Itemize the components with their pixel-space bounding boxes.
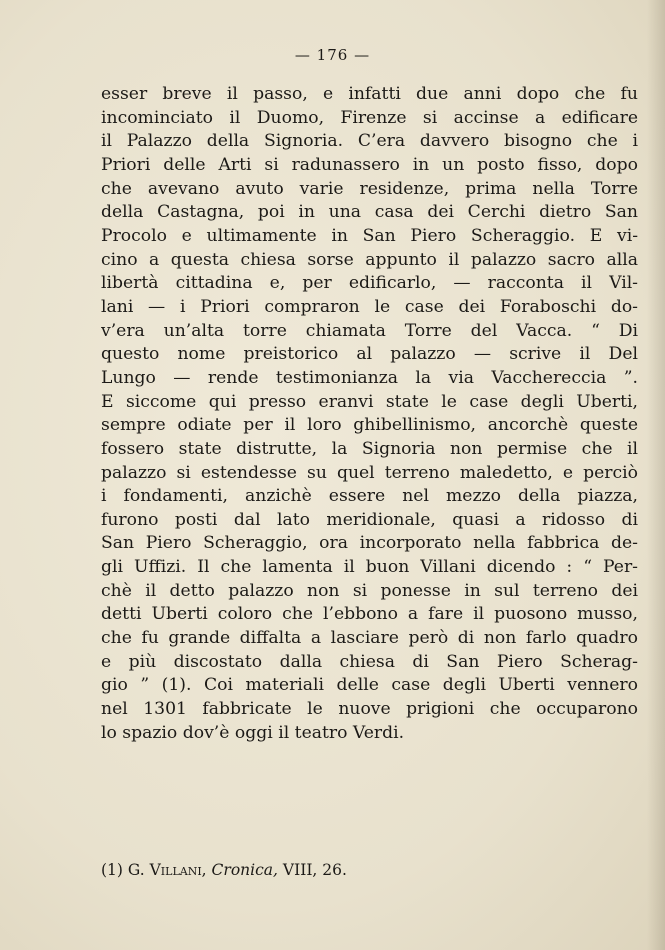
- page-edge-shadow: [647, 0, 665, 950]
- text-line: Procolo e ultimamente in San Piero Scheraggio. E vi-: [101, 225, 638, 246]
- text-line: nel 1301 fabbricate le nuove prigioni che occuparono: [101, 699, 638, 720]
- text-line: e più discostato dalla chiesa di San Piero Scherag-: [101, 651, 638, 672]
- text-line: Priori delle Arti si radunassero in un posto fisso, dopo: [101, 154, 638, 175]
- text-line: chè il detto palazzo non si ponesse in sul terreno dei: [101, 580, 638, 601]
- text-line: detti Uberti coloro che l’ebbono a fare il puosono musso,: [101, 604, 638, 625]
- text-line: palazzo si estendesse su quel terreno maledetto, e perciò: [101, 462, 638, 483]
- text-line: il Palazzo della Signoria. C’era davvero bisogno che i: [101, 131, 638, 152]
- text-line: della Castagna, poi in una casa dei Cerchi dietro San: [101, 202, 638, 223]
- text-line: Lungo — rende testimonianza la via Vacchereccia ”.: [101, 367, 638, 388]
- text-line: che avevano avuto varie residenze, prima nella Torre: [101, 178, 638, 199]
- text-line: v’era un’alta torre chiamata Torre del Vacca. “ Di: [101, 320, 638, 341]
- text-line: questo nome preistorico al palazzo — scrive il Del: [101, 344, 638, 365]
- text-line: E siccome qui presso eranvi state le case degli Uberti,: [101, 391, 638, 412]
- text-line: fossero state distrutte, la Signoria non permise che il: [101, 438, 638, 459]
- text-line: San Piero Scheraggio, ora incorporato nella fabbrica de-: [101, 533, 638, 554]
- text-line: gio ” (1). Coi materiali delle case degli Uberti vennero: [101, 675, 638, 696]
- body-text: [101, 83, 638, 745]
- text-line: i fondamenti, anzichè essere nel mezzo della piazza,: [101, 486, 638, 507]
- text-line: esser breve il passo, e infatti due anni dopo che fu: [101, 84, 638, 104]
- footnote-author-initial: G.: [127, 861, 145, 879]
- text-line: furono posti dal lato meridionale, quasi a ridosso di: [101, 509, 638, 530]
- text-line-last: lo spazio dov’è oggi il teatro Verdi.: [101, 722, 405, 743]
- footnote-marker: (1): [101, 861, 123, 879]
- text-line: che fu grande diffalta a lasciare però di non farlo quadro: [101, 628, 638, 649]
- text-line: sempre odiate per il loro ghibellinismo, ancorchè queste: [101, 415, 638, 436]
- footnote-author-surname: Villani,: [149, 861, 207, 879]
- text-line: cino a questa chiesa sorse appunto il palazzo sacro alla: [101, 249, 638, 270]
- text-line: gli Uffizi. Il che lamenta il buon Villani dicendo : “ Per-: [101, 557, 638, 578]
- footnote-reference: VIII, 26.: [282, 861, 347, 879]
- text-line: lani — i Priori compraron le case dei Foraboschi do-: [101, 296, 638, 317]
- footnote: [101, 861, 347, 879]
- footnote-work-title: Cronica,: [211, 861, 278, 879]
- text-line: libertà cittadina e, per edificarlo, — racconta il Vil-: [101, 273, 638, 294]
- page-number: — 176 —: [294, 46, 371, 64]
- text-line: incominciato il Duomo, Firenze si accinse a edificare: [101, 107, 638, 128]
